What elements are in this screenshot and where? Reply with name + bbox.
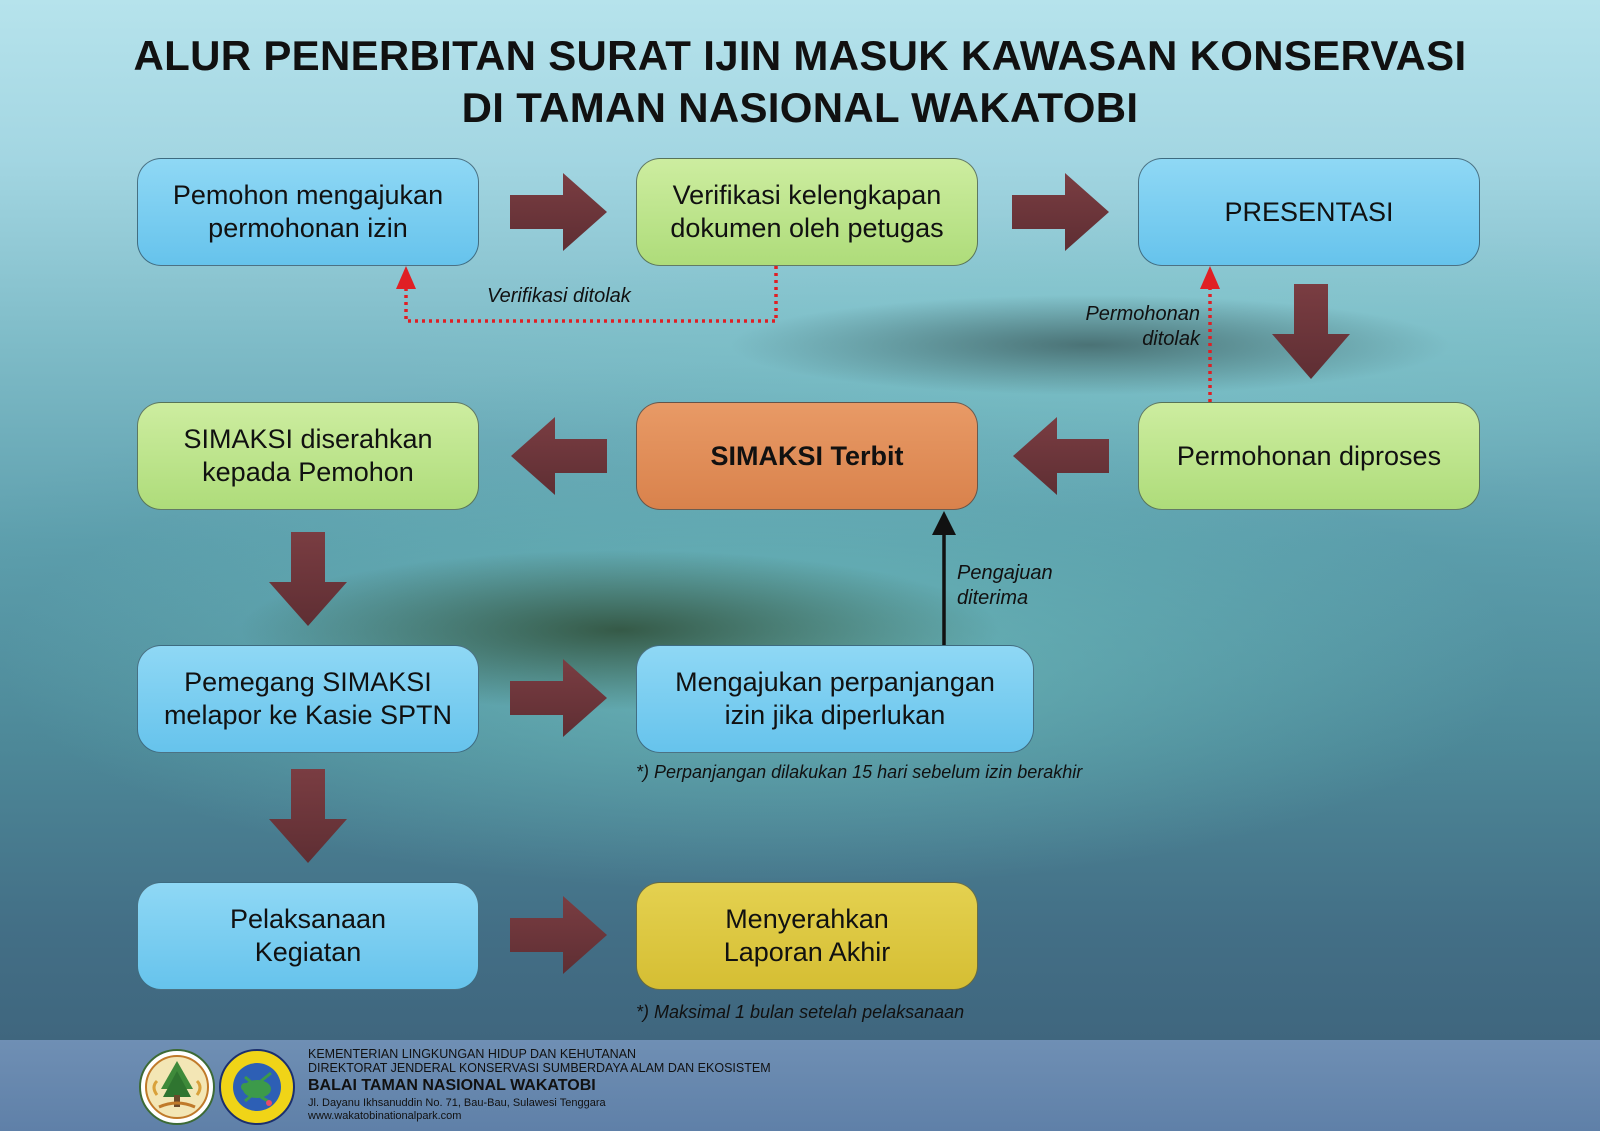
footer-website[interactable]: www.wakatobinationalpark.com bbox=[308, 1110, 462, 1122]
step-presentasi: PRESENTASI bbox=[1138, 158, 1480, 266]
step-permohonan-diproses: Permohonan diproses bbox=[1138, 402, 1480, 510]
step-simaksi-diserahkan: SIMAKSI diserahkan kepada Pemohon bbox=[137, 402, 479, 510]
arrow-right-icon bbox=[510, 896, 607, 974]
arrow-up-icon bbox=[932, 511, 956, 535]
arrow-left-icon bbox=[511, 417, 607, 495]
label-pengajuan-diterima: Pengajuan diterima bbox=[957, 562, 1053, 609]
title-line-1: ALUR PENERBITAN SURAT IJIN MASUK KAWASAN KONSERVASI bbox=[133, 32, 1467, 79]
arrow-left-icon bbox=[1013, 417, 1109, 495]
arrow-right-icon bbox=[1012, 173, 1109, 251]
note-laporan: *) Maksimal 1 bulan setelah pelaksanaan bbox=[636, 1002, 965, 1022]
arrow-up-icon bbox=[396, 266, 416, 289]
footer-address: Jl. Dayanu Ikhsanuddin No. 71, Bau-Bau, Sulawesi Tenggara bbox=[308, 1097, 606, 1109]
turtle-icon bbox=[221, 1051, 293, 1123]
arrow-right-icon bbox=[510, 659, 607, 737]
step-melapor-kasie-sptn: Pemegang SIMAKSI melapor ke Kasie SPTN bbox=[137, 645, 479, 753]
step-pelaksanaan-kegiatan: Pelaksanaan Kegiatan bbox=[137, 882, 479, 990]
step-menyerahkan-laporan: Menyerahkan Laporan Akhir bbox=[636, 882, 978, 990]
step-mengajukan-perpanjangan: Mengajukan perpanjangan izin jika diperlukan bbox=[636, 645, 1034, 753]
wakatobi-logo bbox=[219, 1049, 295, 1125]
arrow-down-icon bbox=[269, 532, 347, 626]
footer-office: BALAI TAMAN NASIONAL WAKATOBI bbox=[308, 1077, 596, 1094]
arrow-right-icon bbox=[510, 173, 607, 251]
note-perpanjangan: *) Perpanjangan dilakukan 15 hari sebelum izin berakhir bbox=[636, 762, 1083, 782]
label-permohonan-ditolak: Permohonan ditolak bbox=[1085, 303, 1200, 350]
step-simaksi-terbit: SIMAKSI Terbit bbox=[636, 402, 978, 510]
arrow-down-icon bbox=[1272, 284, 1350, 379]
step-pemohon-mengajukan: Pemohon mengajukan permohonan izin bbox=[137, 158, 479, 266]
footer-ministry: KEMENTERIAN LINGKUNGAN HIDUP DAN KEHUTANAN bbox=[308, 1047, 637, 1061]
ministry-logo bbox=[139, 1049, 215, 1125]
footer-bar bbox=[0, 1040, 1600, 1131]
step-verifikasi-kelengkapan: Verifikasi kelengkapan dokumen oleh petugas bbox=[636, 158, 978, 266]
footer-directorate: DIREKTORAT JENDERAL KONSERVASI SUMBERDAYA ALAM DAN EKOSISTEM bbox=[308, 1061, 771, 1075]
label-verifikasi-ditolak: Verifikasi ditolak bbox=[487, 285, 631, 307]
arrow-up-icon bbox=[1200, 266, 1220, 289]
tree-icon bbox=[141, 1051, 213, 1123]
arrow-down-icon bbox=[269, 769, 347, 863]
title-line-2: DI TAMAN NASIONAL WAKATOBI bbox=[461, 84, 1139, 131]
